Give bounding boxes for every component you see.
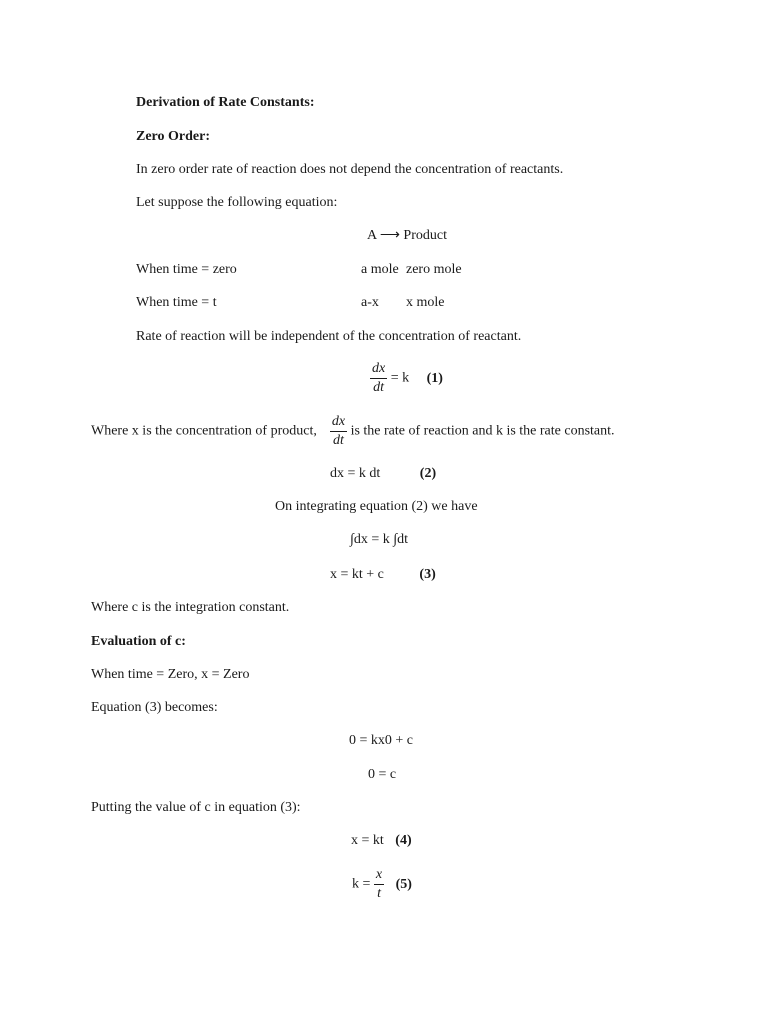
fraction-numerator: dx bbox=[330, 415, 347, 432]
row-time-zero-label: When time = zero bbox=[136, 262, 237, 277]
equation-1-tag: (1) bbox=[426, 370, 443, 386]
zero-c-equation: 0 = c bbox=[368, 767, 397, 782]
evaluation-heading: Evaluation of c: bbox=[91, 634, 186, 649]
intro-text: In zero order rate of reaction does not depend the concentration of reactants. bbox=[136, 162, 564, 177]
equation-4 bbox=[351, 834, 412, 848]
where-x-before: Where x is the concentration of product, bbox=[91, 423, 317, 439]
fraction-denominator: dt bbox=[333, 433, 344, 448]
row-time-t-x: x mole bbox=[406, 295, 445, 310]
zero-equation: 0 = kx0 + c bbox=[349, 733, 414, 748]
fraction-denominator: t bbox=[377, 886, 381, 901]
equation-5 bbox=[352, 868, 412, 901]
putting-text: Putting the value of c in equation (3): bbox=[91, 800, 301, 815]
where-x-after: is the rate of reaction and k is the rate constant. bbox=[350, 423, 615, 439]
fraction-denominator: dt bbox=[373, 380, 385, 395]
equation-2 bbox=[330, 467, 436, 481]
equation-3-expr: x = kt + c bbox=[330, 567, 384, 582]
fraction-dx-dt-inline bbox=[330, 415, 347, 448]
where-c-text: Where c is the integration constant. bbox=[91, 600, 290, 615]
fraction-x-t bbox=[374, 868, 384, 901]
independent-text: Rate of reaction will be independent of the concentration of reactant. bbox=[136, 329, 522, 344]
row-time-t-a: a-x bbox=[361, 295, 379, 310]
let-suppose-text: Let suppose the following equation: bbox=[136, 195, 338, 210]
equation-3-tag: (3) bbox=[419, 567, 436, 582]
fraction-dx-dt bbox=[370, 362, 387, 395]
subheading: Zero Order: bbox=[136, 129, 210, 144]
equation-2-tag: (2) bbox=[419, 466, 437, 481]
fraction-numerator: dx bbox=[370, 362, 387, 379]
equation-1-rhs: = k bbox=[390, 370, 410, 386]
row-time-zero-a: a mole bbox=[361, 262, 399, 277]
equation-4-tag: (4) bbox=[395, 833, 412, 848]
equation-1 bbox=[370, 362, 443, 395]
row-time-zero-x: zero mole bbox=[406, 262, 462, 277]
integral-equation: ∫dx = k ∫dt bbox=[350, 532, 408, 547]
equation-5-lhs: k = bbox=[352, 876, 371, 892]
row-time-t-label: When time = t bbox=[136, 295, 217, 310]
equation-3 bbox=[330, 568, 436, 582]
reaction-equation: A ⟶ Product bbox=[367, 228, 447, 243]
equation-5-tag: (5) bbox=[395, 876, 412, 892]
heading: Derivation of Rate Constants: bbox=[136, 95, 315, 110]
integrating-text: On integrating equation (2) we have bbox=[275, 499, 478, 514]
eq3-becomes-text: Equation (3) becomes: bbox=[91, 700, 218, 715]
fraction-numerator: x bbox=[374, 868, 384, 885]
where-x-line bbox=[91, 415, 615, 448]
equation-2-expr: dx = k dt bbox=[330, 466, 381, 481]
equation-4-expr: x = kt bbox=[351, 833, 384, 848]
when-zero-text: When time = Zero, x = Zero bbox=[91, 667, 250, 682]
